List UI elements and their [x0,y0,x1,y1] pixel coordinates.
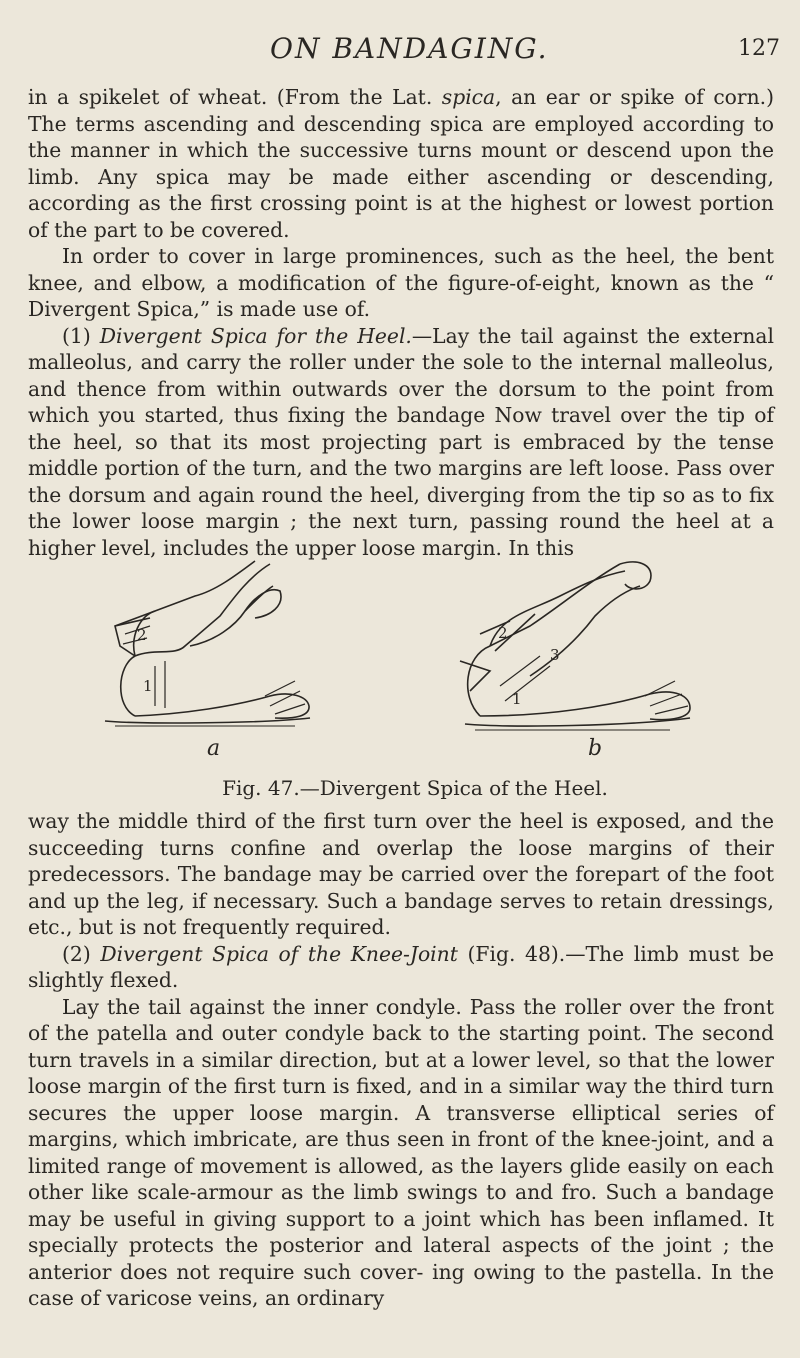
section-heading-italic: Divergent Spica for the Heel. [99,323,412,348]
illustration-b-number-3: 3 [550,646,560,664]
illustration-a [95,556,325,731]
item-number: (1) [62,323,100,348]
text-run: in a spikelet of wheat. (From the Lat. [28,85,442,109]
italic-term: spica [441,85,496,109]
paragraph-knee-heading [28,941,774,994]
paragraph-heel-spica [28,323,774,562]
text-block-bottom [28,808,774,1312]
section-heading-italic: Divergent Spica of the Knee-Joint [100,941,458,966]
text-run: (Fig. 48).—The limb must be slightly flexed. [28,941,775,992]
illustration-b-label: b [588,736,603,761]
page-header [0,32,800,72]
text-block-top [28,84,774,561]
illustration-b-number-2: 2 [498,624,508,642]
running-head: ON BANDAGING. [270,32,549,65]
text-run: —Lay the tail against the external malleolus, and carry the roller under the sole to the internal malleolus, and thence from within outwards over the dorsum to the point from which you started, thus fixing the bandage Now travel over the tip of the heel, so that its most projecting part is embraced by the tense middle portion of the turn, and the two margins are left loose. Pass over the dorsum and again round the heel, diverging from the tip so as to fix the lower loose margin ; the next turn, passing round the heel at a higher level, includes the upper loose margin. In this [28,323,774,560]
item-number: (2) [62,941,101,966]
illustration-a-number-2: 2 [137,626,147,644]
text-run: , an ear or spike of corn.) The terms ascending and descending spica are employed according to the manner in which the successive turns mount or descend upon the limb. Any spica may be made either ascending or descending, according as the first crossing point is at the highest or lowest portion of the part to be covered. [28,85,774,242]
figure-47 [95,556,735,806]
illustration-a-number-1: 1 [143,677,153,695]
illustration-b-number-1: 1 [512,690,522,708]
illustration-a-label: a [207,736,221,761]
paragraph-knee-spica: Lay the tail against the inner condyle. Pass the roller over the front of the patella and outer condyle back to the starting point. The second turn travels in a similar direction, but at a lower level, so that the lower loose margin of the first turn is fixed, and in a similar way the third turn secures the upper loose margin. A transverse elliptical series of margins, which imbricate, are thus seen in front of the knee-joint, and a limited range of movement is allowed, as the layers glide easily on each other like scale-armour as the limb swings to and fro. Such a bandage may be useful in giving support to a joint which has been inflamed. It specially protects the posterior and lateral aspects of the joint ; the anterior does not require such cover- ing owing to the pastella. In the case of varicose veins, an ordinary [28,994,774,1310]
figure-caption: Fig. 47.—Divergent Spica of the Heel. [222,776,608,800]
paragraph-heel-continued: way the middle third of the first turn over the heel is exposed, and the succeeding turns confine and overlap the loose margins of their predecessors. The bandage may be carried over the forepart of the foot and up the leg, if necessary. Such a bandage serves to retain dressings, etc., but is not frequently required. [28,809,774,939]
page-number: 127 [738,36,780,61]
paragraph-divergent-intro: In order to cover in large prominences, such as the heel, the bent knee, and elbow, a modification of the figure-of-eight, known as the “ Divergent Spica,” is made use of. [28,244,774,321]
paragraph-spica-terms [28,84,774,243]
illustration-b [450,556,700,736]
